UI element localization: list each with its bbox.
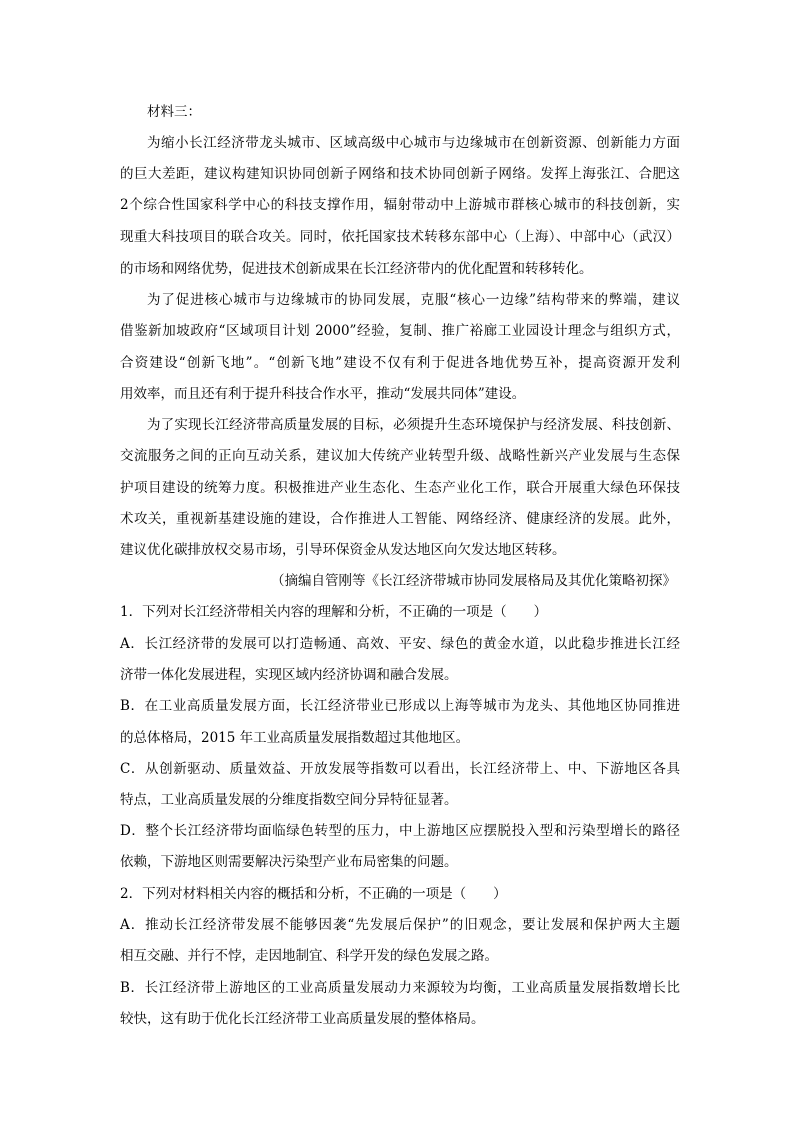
material-heading: 材料三：: [147, 104, 201, 120]
paragraph-3-line: 交流服务之间的正向互动关系，建议加大传统产业转型升级、战略性新兴产业发展与生态保: [120, 448, 680, 464]
paragraph-2-line: 借鉴新加坡政府“区域项目计划 2000”经验，复制、推广裕廊工业园设计理念与组织方式，: [120, 323, 680, 339]
question-2-option-b: B．长江经济带上游地区的工业高质量发展动力来源较为均衡，工业高质量发展指数增长比: [120, 980, 680, 996]
paragraph-2-line: 为了促进核心城市与边缘城市的协同发展，克服“核心一边缘”结构带来的弊端，建议: [147, 292, 680, 308]
question-1-option-a: A．长江经济带的发展可以打造畅通、高效、平安、绿色的黄金水道，以此稳步推进长江经: [120, 636, 680, 652]
question-1-option-b: B．在工业高质量发展方面，长江经济带业已形成以上海等城市为龙头、其他地区协同推进: [120, 698, 680, 714]
source-citation: （摘编自管刚等《长江经济带城市协同发展格局及其优化策略初探》: [271, 573, 676, 589]
question-2-option-b: 较快，这有助于优化长江经济带工业高质量发展的整体格局。: [120, 1011, 485, 1027]
paragraph-1-line: 的巨大差距，建议构建知识协同创新子网络和技术协同创新子网络。发挥上海张江、合肥这: [120, 166, 680, 182]
paragraph-3-line: 为了实现长江经济带高质量发展的目标，必须提升生态环境保护与经济发展、科技创新、: [147, 417, 680, 433]
question-2-option-a: 相互交融、并行不悖，走因地制宜、科学开发的绿色发展之路。: [120, 948, 498, 964]
question-1-option-a: 济带一体化发展进程，实现区域内经济协调和融合发展。: [120, 667, 458, 683]
question-1-option-d: 依赖，下游地区则需要解决污染型产业布局密集的问题。: [120, 854, 458, 870]
question-1-stem: 1．下列对长江经济带相关内容的理解和分析，不正确的一项是（ ）: [120, 604, 548, 620]
paragraph-1-line: 现重大科技项目的联合攻关。同时，依托国家技术转移东部中心（上海）、中部中心（武汉）: [120, 229, 680, 245]
paragraph-3-line: 护项目建设的统筹力度。积极推进产业生态化、生态产业化工作，联合开展重大绿色环保技: [120, 480, 680, 496]
paragraph-2-line: 用效率，而且还有利于提升科技合作水平，推动“发展共同体”建设。: [120, 386, 526, 402]
paragraph-3-line: 术攻关，重视新基建设施的建设，合作推进人工智能、网络经济、健康经济的发展。此外，: [120, 511, 680, 527]
paragraph-3-line: 建议优化碳排放权交易市场，引导环保资金从发达地区向欠发达地区转移。: [120, 542, 566, 558]
question-1-option-b: 的总体格局，2015 年工业高质量发展指数超过其他地区。: [120, 730, 470, 746]
paragraph-1-line: 为缩小长江经济带龙头城市、区域高级中心城市与边缘城市在创新资源、创新能力方面: [147, 135, 680, 151]
question-1-option-c: 特点，工业高质量发展的分维度指数空间分异特征显著。: [120, 792, 458, 808]
paragraph-2-line: 合资建设“创新飞地”。“创新飞地”建设不仅有利于促进各地优势互补，提高资源开发利: [120, 355, 680, 371]
question-1-option-c: C．从创新驱动、质量效益、开放发展等指数可以看出，长江经济带上、中、下游地区各具: [120, 761, 680, 777]
question-2-stem: 2．下列对材料相关内容的概括和分析，不正确的一项是（ ）: [120, 886, 507, 902]
paragraph-1-line: 的市场和网络优势，促进技术创新成果在长江经济带内的优化配置和转移转化。: [120, 261, 593, 277]
question-1-option-d: D．整个长江经济带均面临绿色转型的压力，中上游地区应摆脱投入型和污染型增长的路径: [120, 823, 680, 839]
paragraph-1-line: 2个综合性国家科学中心的科技支撑作用，辐射带动中上游城市群核心城市的科技创新，实: [120, 197, 680, 213]
question-2-option-a: A．推动长江经济带发展不能够因袭“先发展后保护”的旧观念，要让发展和保护两大主题: [120, 917, 680, 933]
